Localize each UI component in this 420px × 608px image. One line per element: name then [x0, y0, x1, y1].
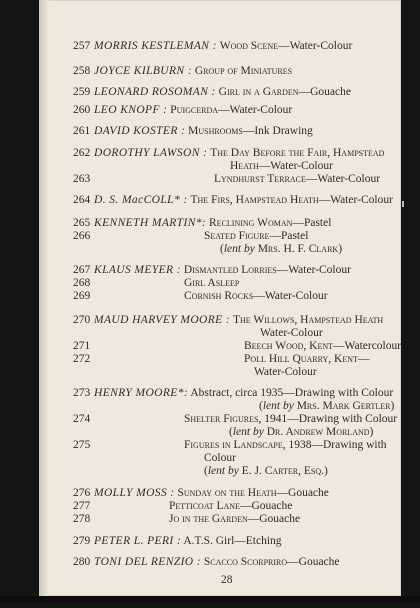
artist-name: KLAUS MEYER : [94, 264, 181, 276]
catalogue-entry [94, 85, 351, 99]
page-gutter-shadow [39, 0, 49, 596]
entry-number: 261 [73, 125, 91, 137]
medium: —Drawing with [311, 439, 387, 451]
catalogue-entry [94, 193, 393, 207]
entry-number: 273 [73, 387, 91, 399]
work-title: Wood Scene [219, 40, 279, 52]
medium: —Water-Colour [218, 104, 293, 116]
catalogue-entry [94, 216, 331, 230]
entry-number: 262 [73, 147, 91, 159]
catalogue-entry-continued [254, 365, 317, 379]
lender-credit: (lent by Dr. Andrew Morland) [229, 426, 374, 438]
entry-number: 277 [73, 500, 91, 512]
work-title: Seated Figure [204, 230, 270, 242]
work-title: Beech Wood, Kent [244, 340, 334, 352]
artist-name: DAVID KOSTER : [94, 125, 186, 137]
work-title: Girl Asleep [184, 277, 240, 289]
artist-name: LEONARD ROSOMAN : [94, 86, 216, 98]
medium: —Gouache [298, 86, 351, 98]
catalogue-entry-continued [230, 159, 333, 173]
lent-by-label: lent by [207, 465, 239, 477]
work-title: Cornish Rocks [184, 290, 254, 302]
medium: —Water-Colour [253, 290, 328, 302]
artist-name: KENNETH MARTIN*: [94, 217, 207, 229]
entry-number: 264 [73, 194, 91, 206]
work-title: Heath [230, 160, 259, 172]
work-title: Figures in Landscape, 1938 [184, 439, 312, 451]
catalogue-entry [169, 499, 292, 513]
medium: —Water-Colour [276, 264, 351, 276]
entry-number: 275 [73, 439, 91, 451]
catalogue-entry [94, 64, 292, 78]
artist-name: DOROTHY LAWSON : [94, 147, 208, 159]
catalogue-entry [184, 438, 387, 452]
lent-by-label: lent by [223, 243, 255, 255]
catalogue-entry [94, 555, 340, 569]
bottom-border [0, 596, 420, 602]
artist-name: JOYCE KILBURN : [94, 65, 192, 77]
medium: Water-Colour [260, 327, 323, 339]
artist-name: MORRIS KESTLEMAN : [94, 40, 217, 52]
lent-by-label: lent by [262, 400, 294, 412]
work-title: A.T.S. Girl [183, 535, 235, 547]
entry-number: 272 [73, 353, 91, 365]
work-title: Girl in a Garden [218, 86, 299, 98]
entry-number: 259 [73, 86, 91, 98]
entry-number: 258 [73, 65, 91, 77]
catalogue-entry [94, 486, 329, 500]
medium: —Water-Colour [318, 194, 393, 206]
medium: —Pastel [269, 230, 309, 242]
work-title: Reclining Woman [209, 217, 293, 229]
medium: —Etching [234, 535, 282, 547]
lent-by-label: lent by [232, 426, 264, 438]
medium: —Watercolour [333, 340, 402, 352]
work-title: Puigcerda [170, 104, 219, 116]
work-title: Mushrooms [188, 125, 243, 137]
medium: —Drawing with Colour [283, 387, 394, 399]
work-title: Abstract, circa 1935 [190, 387, 284, 399]
artist-name: HENRY MOORE*: [94, 387, 189, 399]
catalogue-entry [214, 172, 380, 186]
medium: —Water-Colour [305, 173, 381, 185]
entry-number: 257 [73, 40, 91, 52]
lender-name: Mrs. Mark Gertler [296, 400, 391, 412]
entry-number: 265 [73, 217, 91, 229]
entry-number: 266 [73, 230, 91, 242]
work-title: Dismantled Lorries [183, 264, 277, 276]
entry-number: 278 [73, 513, 91, 525]
work-title: Scacco Scorpriro [203, 556, 288, 568]
medium: Colour [204, 452, 236, 464]
lender-name: E. J. Carter, Esq. [241, 465, 324, 477]
catalogue-entry [184, 276, 239, 290]
catalogue-entry [94, 534, 282, 548]
catalogue-entry [94, 146, 384, 160]
artist-name: TONI DEL RENZIO : [94, 556, 202, 568]
work-title: Group of Miniatures [194, 65, 293, 77]
catalogue-entry [94, 386, 393, 400]
artist-name: LEO KNOPF : [94, 104, 168, 116]
catalogue-entry [169, 512, 300, 526]
medium: —Drawing with Colour [287, 413, 398, 425]
catalogue-entry-continued [260, 326, 323, 340]
medium: — [357, 353, 370, 365]
catalogue-entry [94, 39, 352, 53]
medium: —Gouache [247, 513, 301, 525]
entry-number: 274 [73, 413, 91, 425]
entry-number: 270 [73, 314, 91, 326]
medium: Water-Colour [254, 366, 317, 378]
work-title: The Day Before the Fair, Hampstead [210, 147, 385, 159]
catalogue-entry [94, 263, 351, 277]
work-title: The Firs, Hampstead Heath [190, 194, 319, 206]
work-title: The Willows, Hampstead Heath [232, 314, 384, 326]
work-title: Lyndhurst Terrace [214, 173, 306, 185]
entry-number: 271 [73, 340, 91, 352]
medium: —Gouache [276, 487, 329, 499]
catalogue-entry [244, 352, 369, 366]
lender-name: Mrs. H. F. Clark [257, 243, 339, 255]
entry-number: 280 [73, 556, 91, 568]
work-title: Sunday on the Heath [177, 487, 277, 499]
entry-number: 279 [73, 535, 91, 547]
artist-name: PETER L. PERI : [94, 535, 182, 547]
page-number: 28 [221, 574, 233, 586]
catalogue-entry [94, 313, 383, 327]
catalogue-entry [94, 103, 292, 117]
entry-number: 267 [73, 264, 91, 276]
artist-name: D. S. MacCOLL* : [94, 194, 188, 206]
lender-credit: (lent by Mrs. H. F. Clark) [220, 243, 343, 255]
entry-number: 269 [73, 290, 91, 302]
medium: —Pastel [292, 217, 332, 229]
medium: —Gouache [287, 556, 340, 568]
medium: —Gouache [239, 500, 293, 512]
entry-number: 263 [73, 173, 91, 185]
entry-number: 268 [73, 277, 91, 289]
medium: —Ink Drawing [242, 125, 313, 137]
catalogue-entry [184, 412, 397, 426]
artist-name: MOLLY MOSS : [94, 487, 175, 499]
artist-name: MAUD HARVEY MOORE : [94, 314, 231, 326]
work-title: Jo in the Garden [169, 513, 248, 525]
medium: —Water-Colour [278, 40, 353, 52]
entry-number: 276 [73, 487, 91, 499]
catalogue-entry [204, 229, 308, 243]
medium: —Water-Colour [258, 160, 333, 172]
lender-name: Dr. Andrew Morland [266, 426, 370, 438]
lender-credit: (lent by E. J. Carter, Esq.) [204, 465, 328, 477]
catalogue-entry [94, 124, 313, 138]
work-title: Shelter Figures, 1941 [184, 413, 288, 425]
catalogue-entry [244, 339, 401, 353]
work-title: Poll Hill Quarry, Kent [244, 353, 358, 365]
catalogue-entry [184, 289, 328, 303]
page-edge-mark [402, 201, 404, 207]
lender-credit: (lent by Mrs. Mark Gertler) [259, 400, 395, 412]
catalogue-entry-continued [204, 451, 236, 465]
work-title: Petticoat Lane [169, 500, 240, 512]
entry-number: 260 [73, 104, 91, 116]
